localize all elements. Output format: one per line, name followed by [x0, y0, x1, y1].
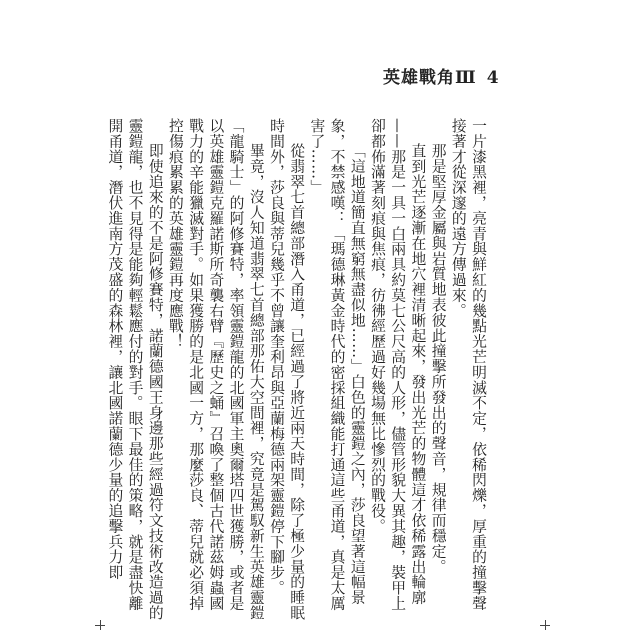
page-number: 4 [486, 68, 500, 88]
crop-mark-icon [540, 620, 550, 630]
vertical-text-body [104, 118, 494, 623]
paragraph: 一片漆黑裡，亮青與鮮紅的幾點光芒明滅不定，依稀閃爍，厚重的撞擊聲接著才從深邃的遠方傳過來。 [449, 118, 487, 611]
paragraph: 即使追來的不是阿修賽特，諾蘭德國王身邊那些經過符文技術改造過的靈鎧龍，也不見得是能夠輕鬆應付的對手。眼下最佳的策略，就是盡快離開甬道，潛伏進南方茂盛的森林裡，讓北國諾蘭德少量的追擊兵力即 [106, 118, 164, 621]
paragraph: 直到光芒逐漸在地穴裡清晰起來，發出光芒的物體這才依稀露出輪廓——那是一具一白兩具約莫七公尺高的人形，儘管形貌大異其趣，裝甲上卻都佈滿著刻痕與焦痕，彷彿經歷過好幾場無比慘烈的戰役。 [368, 118, 427, 611]
running-header [383, 63, 500, 88]
book-title: 英雄戰角Ⅲ [383, 68, 477, 88]
paragraph: 那是堅厚金屬與岩質地表彼此撞擊所發出的聲音，規律而穩定。 [429, 143, 447, 575]
crop-mark-icon [95, 620, 105, 630]
paragraph: 畢竟，沒人知道翡翠七首總部那佑大空間裡，究竟是駕馭新生英雄靈鎧「龍騎士」的阿修賽特，率領靈鎧龍的北國軍主奧爾塔四世獲勝，或者是以英雄靈鎧克羅諾斯所奇襲右臂『歷史之蛹』召喚了整個古代諾茲姆蟲國戰力的辛能獵滅對手。如果獲勝的是北國一方，那麼莎良、蒂兒就必須掉控傷痕累累的英雄靈鎧再度應戰！ [166, 118, 265, 621]
paragraph: 從翡翠七首總部潛入甬道，已經過了將近兩天時間，除了極少量的睡眠時間外，莎良與蒂兒幾乎不曾讓奎利昂與亞蘭梅德兩架靈鎧停下腳步。 [267, 118, 306, 621]
paragraph: 「這地道簡直無窮無盡似地……」白色的靈鎧之內，莎良望著這幅景象，不禁感嘆：「瑪德琳黃金時代的密採組織能打通這些甬道，真是太厲害了……」 [308, 118, 366, 611]
